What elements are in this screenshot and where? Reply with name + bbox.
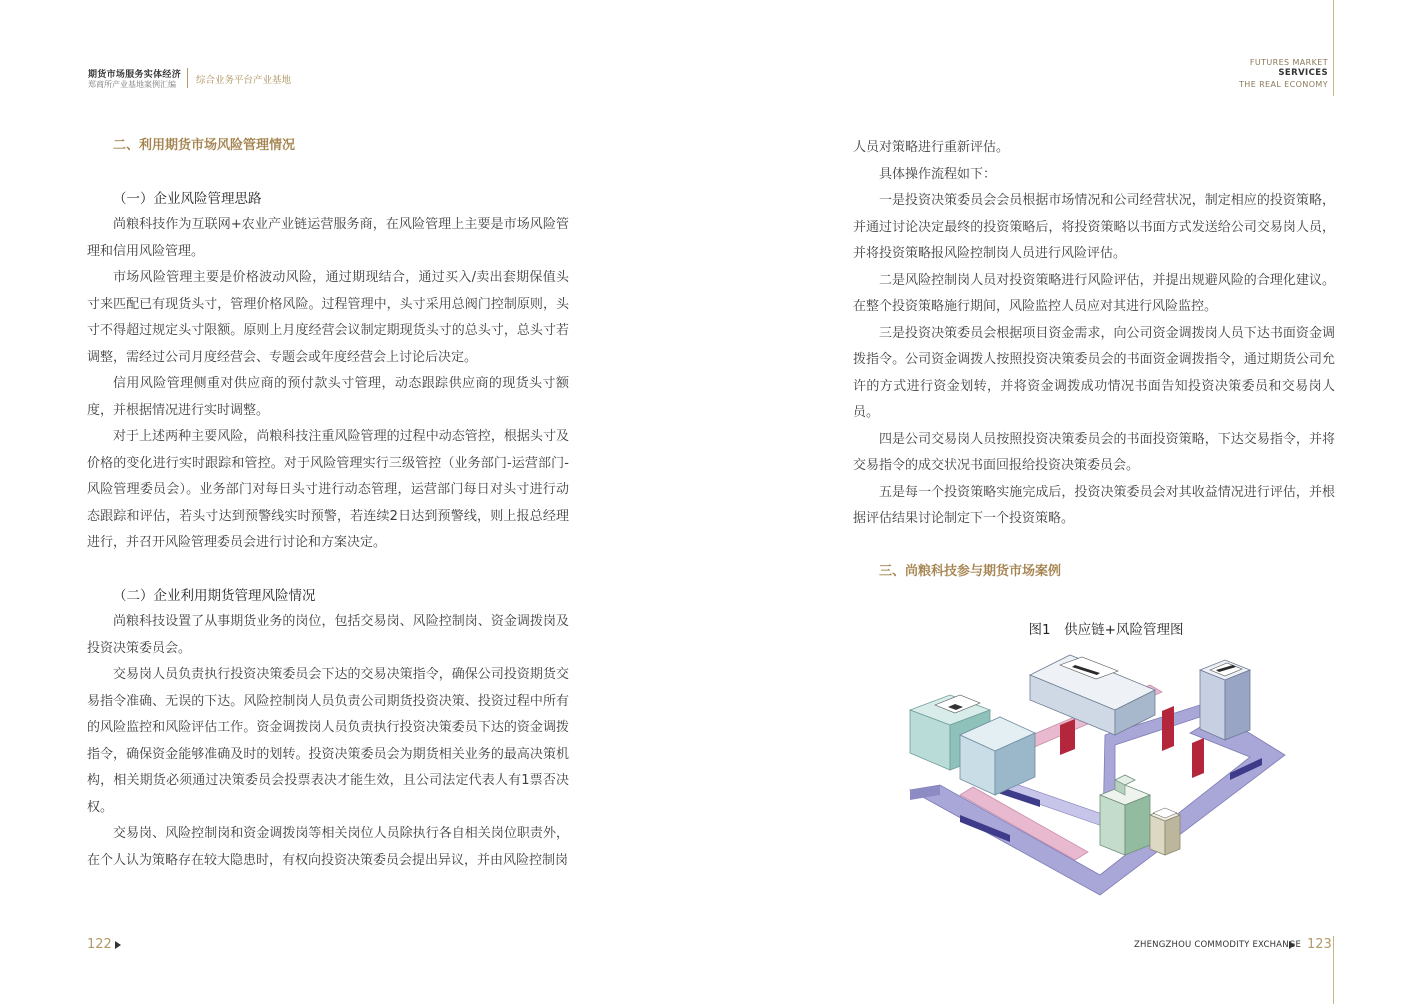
subsection-title-2: （二）企业利用期货管理风险情况 [113,587,316,604]
paragraph: 信用风险管理侧重对供应商的预付款头寸管理，动态跟踪供应商的现货头寸额度，并根据情况进行实时调整。 [87,376,569,418]
paragraph: 尚粮科技设置了从事期货业务的岗位，包括交易岗、风险控制岗、资金调拨岗及投资决策委员会。 [87,614,569,656]
left-column [87,133,569,874]
header-right-line2: SERVICES [1278,68,1328,78]
header-section-label: 综合业务平台产业基地 [196,75,292,86]
flow-step: 一是投资决策委员会会员根据市场情况和公司经营状况，制定相应的投资策略，并通过讨论决定最终的投资策略后，将投资策略以书面方式发送给公司交易岗人员，并将投资策略报风险控制岗人员进行风险评估。 [853,193,1335,261]
flow-intro: 具体操作流程如下： [879,166,997,182]
footer-exchange-name: ZHENGZHOU COMMODITY EXCHANGE [1134,940,1302,950]
header-right-line3: THE REAL ECONOMY [1239,80,1328,89]
arrow-right-icon [1289,941,1295,949]
right-column [853,135,1335,585]
page-number-right: 123 [1307,937,1332,952]
spacer [87,160,569,186]
arrow-sign [1162,706,1174,751]
supply-chain-risk-illustration [900,645,1290,900]
flow-step: 二是风险控制岗人员对投资策略进行风险评估，并提出规避风险的合理化建议。在整个投资策略施行期间，风险监控人员应对其进行风险监控。 [853,272,1335,314]
figure-caption: 图1 供应链+风险管理图 [1028,622,1184,638]
tower-wall [1125,795,1150,855]
right-margin-rule-bottom [1333,936,1334,1004]
flow-step: 四是公司交易岗人员按照投资决策委员会的书面投资策略，下达交易指令，并将交易指令的成交状况书面回报给投资决策委员会。 [853,431,1335,473]
customer-wall [1200,670,1225,740]
arrow-right-icon [115,941,121,949]
arrow-sign [1060,719,1075,755]
flow-step: 五是每一个投资策略实施完成后，投资决策委员会对其收益情况进行评估，并根据评估结果讨论制定下一个投资策略。 [853,484,1335,526]
paragraph: 尚粮科技作为互联网+农业产业链运营服务商，在风险管理上主要是市场风险管理和信用风险管理。 [87,217,569,259]
header-left-title: 期货市场服务实体经济 [88,70,182,80]
header-left-subtitle: 郑商所产业基地案例汇编 [88,80,176,89]
section-title-2: 二、利用期货市场风险管理情况 [113,138,296,153]
customer-wall [1225,670,1250,740]
paragraph-continued: 人员对策略进行重新评估。 [853,140,1010,155]
small-building-wall [1150,815,1165,855]
tower-wall [1100,795,1125,855]
arrow-sign [1192,738,1204,778]
paragraph: 交易岗、风险控制岗和资金调拨岗等相关岗位人员除执行各自相关岗位职责外，在个人认为策略存在较大隐患时，有权向投资决策委员会提出异议，并由风险控制岗 [87,826,569,868]
flow-step: 三是投资决策委员会根据项目资金需求，向公司资金调拨岗人员下达书面资金调拨指令。公司资金调拨人按照投资决策委员会的书面资金调拨指令，通过期货公司允许的方式进行资金划转，并将资金调拨成功情况书面告知投资决策委员和交易岗人员。 [853,325,1335,420]
page-number-left: 122 [87,937,112,952]
small-building-wall [1165,815,1180,855]
paragraph: 市场风险管理主要是价格波动风险，通过期现结合，通过买入/卖出套期保值头寸来匹配已有现货头寸，管理价格风险。过程管理中，头寸采用总阀门控制原则，头寸不得超过规定头寸限额。原则上月度经营会议制定期现货头寸的总头寸，总头寸若调整，需经过公司月度经营会、专题会或年度经营会上讨论后决定。 [87,270,569,365]
section-title-3: 三、尚粮科技参与期货市场案例 [879,563,1062,579]
header-right-block [1239,57,1328,90]
paragraph: 对于上述两种主要风险，尚粮科技注重风险管理的过程中动态管控，根据头寸及价格的变化进行实时跟踪和管控。对于风险管理实行三级管控（业务部门-运营部门-风险管理委员会）。业务部门对每日头寸进行动态管理，运营部门每日对头寸进行动态跟踪和评估，若头寸达到预警线实时预警，若连续2日达到预警线，则上报总经理进行，并召开风险管理委员会进行讨论和方案决定。 [87,429,569,550]
spacer [853,533,1335,559]
paragraph: 交易岗人员负责执行投资决策委员会下达的交易决策指令，确保公司投资期货交易指令准确、无误的下达。风险控制岗人员负责公司期货投资决策、投资过程中所有的风险监控和风险评估工作。资金调拨岗人员负责执行投资决策委员下达的资金调拨指令，确保资金能够准确及时的划转。投资决策委员会为期货相关业务的最高决策机构，相关期货必须通过决策委员会投票表决才能生效，且公司法定代表人有1票否决权。 [87,667,569,815]
right-margin-rule-top [1333,0,1334,96]
header-divider [187,68,188,88]
spacer [87,557,569,583]
header-right-line1: FUTURES MARKET [1249,58,1328,67]
subsection-title-1: （一）企业风险管理思路 [113,190,262,207]
